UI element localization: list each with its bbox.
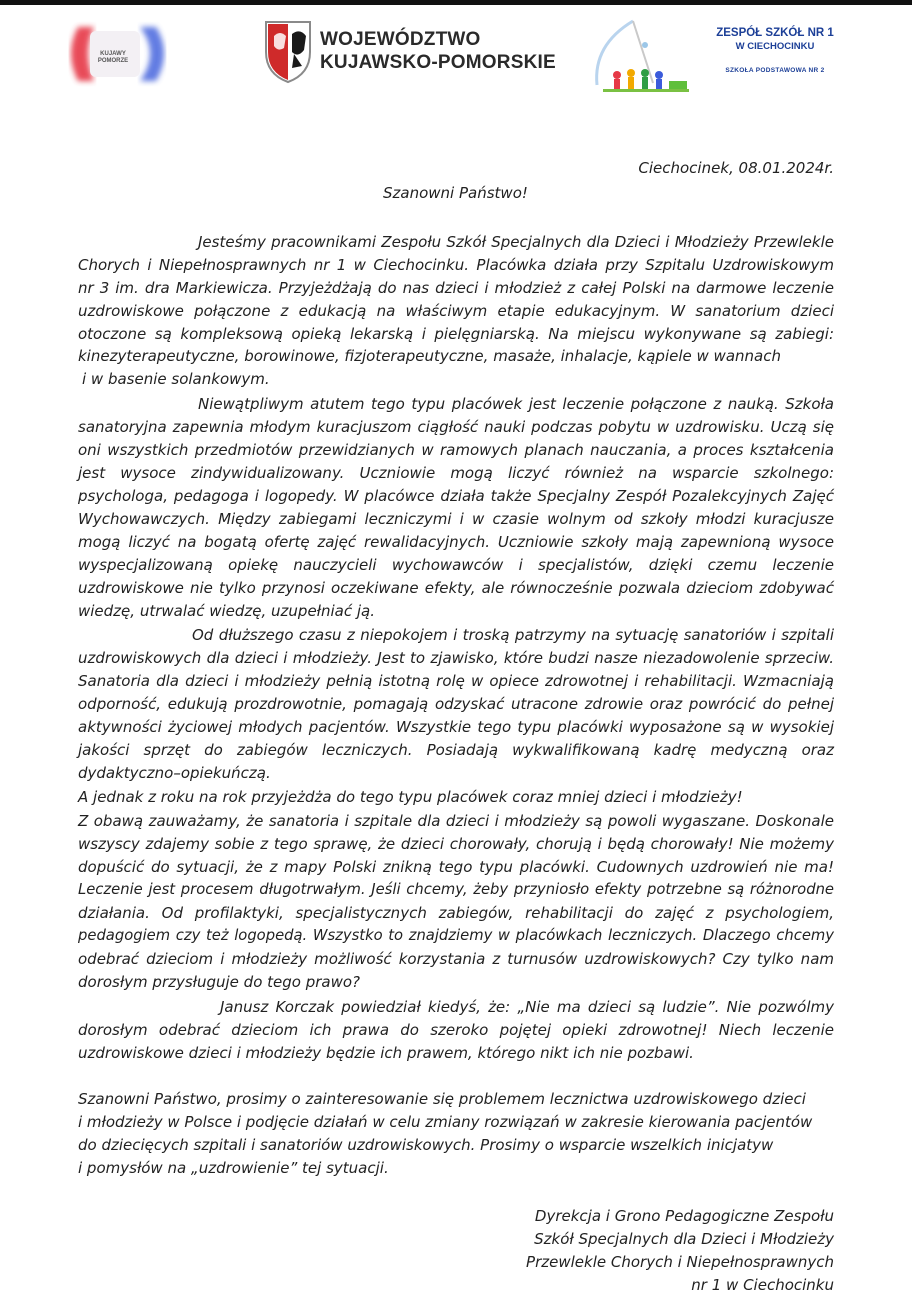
body-line: jest wysoce zindywidualizowany. Uczniowie mogą liczyć również na wsparcie szkolnego: [78, 464, 834, 482]
body-line: dorosłym przysługuje do tego prawo? [78, 973, 361, 991]
kujawy-pomorze-logo-text: KUJAWY POMORZE [97, 51, 129, 64]
body-line: Chorych i Niepełnosprawnych nr 1 w Ciechocinku. Placówka działa przy Szpitalu Uzdrowiskowym [78, 256, 834, 274]
signature-line: Przewlekle Chorych i Niepełnosprawnych [526, 1253, 834, 1271]
school-name-line1: ZESPÓŁ SZKÓŁ NR 1 [716, 27, 834, 39]
coat-of-arms-icon [262, 18, 314, 84]
wojewodztwo-line2: KUJAWSKO-POMORSKIE [320, 52, 556, 73]
school-name [700, 26, 850, 75]
body-line: Niewątpliwym atutem tego typu placówek jest leczenie połączone z nauką. Szkoła [198, 395, 834, 413]
closing-line: i pomysłów na „uzdrowienie” tej sytuacji. [78, 1159, 389, 1177]
body-line: i w basenie solankowym. [82, 370, 270, 388]
kujawy-pomorze-logo [60, 17, 172, 91]
closing-line: i młodzieży w Polsce i podjęcie działań w celu zmiany rozwiązań w zakresie kierowania pacjentów [78, 1113, 813, 1131]
body-line: wiedzę, utrwalać wiedzę, uzupełniać ją. [78, 602, 375, 620]
body-line: Leczenie jest procesem długotrwałym. Jeśli chcemy, żeby przyniosło efekty potrzebne są różnorodne [78, 881, 834, 898]
signature-line: Dyrekcja i Grono Pedagogiczne Zespołu [534, 1207, 834, 1225]
top-border [0, 0, 912, 5]
body-line: psychologa, pedagoga i logopedy. W placówce działa także Specjalny Zespół Pozalekcyjnych Zajęć [78, 487, 834, 505]
wojewodztwo-line1: WOJEWÓDZTWO [320, 29, 481, 50]
body-line: otoczone są kompleksową opieką lekarską i pielęgniarską. Na miejscu wykonywane są zabiegi: [78, 325, 834, 343]
body-line: mogą liczyć na bogatą ofertę zajęć rewalidacyjnych. Uczniowie szkoły mają zapewnioną wysoce [78, 533, 834, 551]
body-line: Janusz Korczak powiedział kiedyś, że: „Nie ma dzieci są ludzie”. Nie pozwólmy [220, 998, 834, 1016]
closing-line: Szanowni Państwo, prosimy o zainteresowanie się problemem lecznictwa uzdrowiskowego dzieci [78, 1090, 806, 1108]
signature-line: nr 1 w Ciechocinku [691, 1276, 834, 1294]
wojewodztwo-name [320, 28, 556, 74]
body-line: uzdrowiskowe nie tylko przynosi oczekiwane efekty, ale równocześnie pozwala dzieciom zdobywać [78, 579, 834, 597]
body-line: działania. Od profilaktyki, specjalistycznych zabiegów, rehabilitacji do zajęć z psychologiem, [78, 904, 834, 922]
body-line: odebrać dzieciom i młodzieży możliwość korzystania z turnusów uzdrowiskowych? Czy tylko nam [78, 950, 834, 968]
signature-line: Szkół Specjalnych dla Dzieci i Młodzieży [534, 1230, 834, 1248]
place-date: Ciechocinek, 08.01.2024r. [638, 159, 834, 177]
school-name-line3: SZKOŁA PODSTAWOWA NR 2 [725, 67, 825, 74]
school-name-line2: W CIECHOCINKU [735, 41, 815, 52]
body-line: Wychowawczych. Między zabiegami leczniczymi i w czasie wolnym od szkoły młodzi kuracjusze [78, 510, 834, 528]
body-line: uzdrowiskowych dla dzieci i młodzieży. Jest to zjawisko, które budzi nasze niezadowolenie sprzeciw. [78, 649, 834, 667]
closing-line: do dziecięcych szpitali i sanatoriów uzdrowiskowych. Prosimy o wsparcie wszelkich inicjatyw [78, 1136, 774, 1154]
body-line: dopuścić do sytuacji, że z mapy Polski znikną tego typu placówki. Cudownych uzdrowień nie ma! [78, 858, 834, 876]
body-line: Od dłuższego czasu z niepokojem i troską patrzymy na sytuację sanatoriów i szpitali [192, 626, 834, 644]
body-line: wszyscy zdajemy sobie z tego sprawę, że dzieci chorowały, chorują i będą chorowały! Nie możemy [78, 835, 834, 853]
body-line: nr 3 im. dra Markiewicza. Przyjeżdżają do nas dzieci i młodzież z całej Polski na darmowe leczenie [78, 279, 834, 297]
body-line: Z obawą zauważamy, że sanatoria i szpitale dla dzieci i młodzieży są powoli wygaszane. Doskonale [78, 812, 834, 830]
salutation: Szanowni Państwo! [383, 184, 528, 202]
body-line: dydaktyczno–opiekuńczą. [78, 764, 271, 782]
body-line: uzdrowiskowe połączone z edukacją na właściwym etapie edukacyjnym. W sanatorium dzieci [78, 302, 834, 320]
body-line: jakości sprzęt do zabiegów leczniczych. Posiadają wykwalifikowaną kadrę medyczną oraz [78, 741, 834, 759]
body-line: pedagogiem czy też logopedą. Wszystko to znajdziemy w placówkach leczniczych. Dlaczego chcemy [78, 927, 834, 944]
body-line: wyspecjalizowaną opiekę nauczycieli wychowawców i specjalistów, dzięki czemu leczenie [78, 556, 834, 574]
body-line: uzdrowiskowe dzieci i młodzieży będzie ich prawem, którego nikt ich nie pozbawi. [78, 1044, 694, 1062]
body-line: kinezyterapeutyczne, borowinowe, fizjoterapeutyczne, masaże, inhalacje, kąpiele w wannach [78, 347, 781, 365]
body-line: aktywności życiowej młodych pacjentów. Wszystkie tego typu placówki wyposażone są w wysokiej [78, 718, 834, 736]
body-line: Sanatoria dla dzieci i młodzieży pełnią istotną rolę w opiece zdrowotnej i rehabilitacji. Wzmacniają [78, 672, 834, 690]
body-line: Jesteśmy pracownikami Zespołu Szkół Specjalnych dla Dzieci i Młodzieży Przewlekle [198, 233, 834, 251]
body-line: A jednak z roku na rok przyjeżdża do tego typu placówek coraz mniej dzieci i młodzieży! [78, 788, 743, 806]
body-line: sanatoryjna zapewnia młodym kuracjuszom ciągłość nauki podczas pobytu w uzdrowisku. Uczą się [78, 418, 834, 436]
school-emblem-icon [583, 15, 693, 95]
body-line: dorosłym odebrać dzieciom ich prawa do szeroko pojętej opieki zdrowotnej! Niech leczenie [78, 1021, 834, 1039]
school-logo [583, 15, 693, 95]
body-line: odporność, edukują prozdrowotnie, pomagają odzyskać utracone zdrowie oraz powrócić do pełnej [78, 695, 834, 713]
body-line: oni wszystkich przedmiotów przewidzianych w ramowych planach nauczania, a proces kształcenia [78, 441, 834, 459]
wojewodztwo-logo [262, 18, 556, 86]
